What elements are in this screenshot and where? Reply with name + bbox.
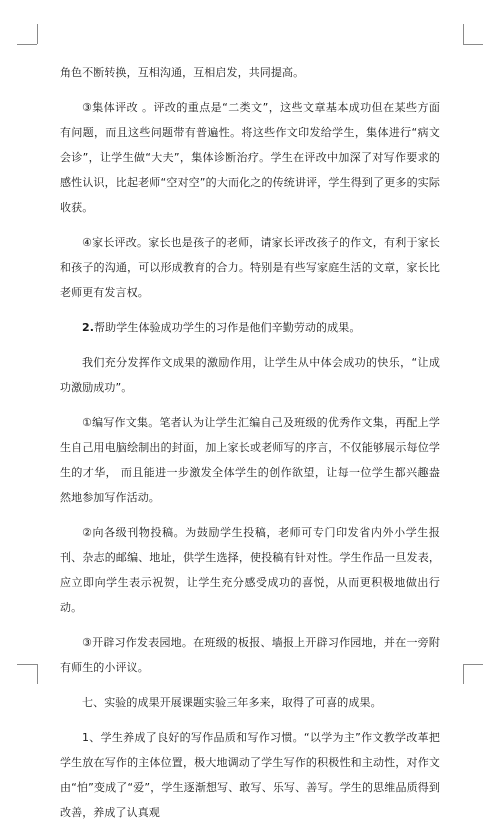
paragraph: ③开辟习作发表园地。在班级的板报、墙报上开辟习作园地，并在一旁附有师生的小评议。 <box>60 636 440 674</box>
crop-mark-top-left <box>37 24 38 44</box>
crop-mark-bottom-right <box>463 664 464 684</box>
section-heading-text: 帮助学生体验成功学生的习作是他们辛勤劳动的成果。 <box>94 321 361 334</box>
crop-mark-bottom-left <box>17 664 37 665</box>
paragraph: ②向各级刊物投稿。为鼓励学生投稿，老师可专门印发省内外小学生报刊、杂志的邮编、地址，供学生选择，使投稿有针对性。学生作品一旦发表，应立即向学生表示祝贺，让学生充分感受成功的喜悦，从而更积极地做出行动。 <box>60 526 440 614</box>
paragraph: ④家长评改。家长也是孩子的老师，请家长评改孩子的作文，有利于家长和孩子的沟通，可以形成教育的合力。特别是有些写家庭生活的文章，家长比老师更有发言权。 <box>60 236 440 299</box>
paragraph: 1、学生养成了良好的写作品质和写作习惯。“以学为主”作文教学改革把学生放在写作的主体位置，极大地调动了学生写作的积极性和主动性，对作文由“怕”变成了“爱”，学生逐渐想写、敢写、乐写、善写。学生的思维品质得到改善，养成了认真观 <box>60 731 440 819</box>
crop-mark-bottom-left <box>37 664 38 684</box>
paragraph: 我们充分发挥作文成果的激励作用，让学生从中体会成功的快乐，“让成功激励成功”。 <box>60 356 440 394</box>
crop-mark-top-left <box>17 44 37 45</box>
crop-mark-bottom-right <box>463 664 483 665</box>
crop-mark-top-right <box>463 24 464 44</box>
paragraph: 七、实验的成果开展课题实验三年多来，取得了可喜的成果。 <box>82 696 382 709</box>
document-body <box>60 60 440 835</box>
paragraph: ①编写作文集。笔者认为让学生汇编自己及班级的优秀作文集，再配上学生自己用电脑绘制出的封面，加上家长或老师写的序言，不仅能够展示每位学生的才华， 而且能进一步激发全体学生的创作欲望，让每一位学生都兴趣盎然地参加写作活动。 <box>60 416 440 504</box>
paragraph: 角色不断转换，互相沟通，互相启发，共同提高。 <box>60 66 305 79</box>
crop-mark-top-right <box>463 44 483 45</box>
paragraph: ③集体评改 。评改的重点是“二类文”，这些文章基本成功但在某些方面有问题，而且这些问题带有普遍性。将这些作文印发给学生，集体进行“病文会诊”，让学生做“大夫”，集体诊断治疗。学生在评改中加深了对写作要求的感性认识，比起老师“空对空”的大而化之的传统讲评，学生得到了更多的实际收获。 <box>60 101 440 214</box>
section-number: 2. <box>82 321 95 334</box>
section-heading <box>60 315 440 340</box>
